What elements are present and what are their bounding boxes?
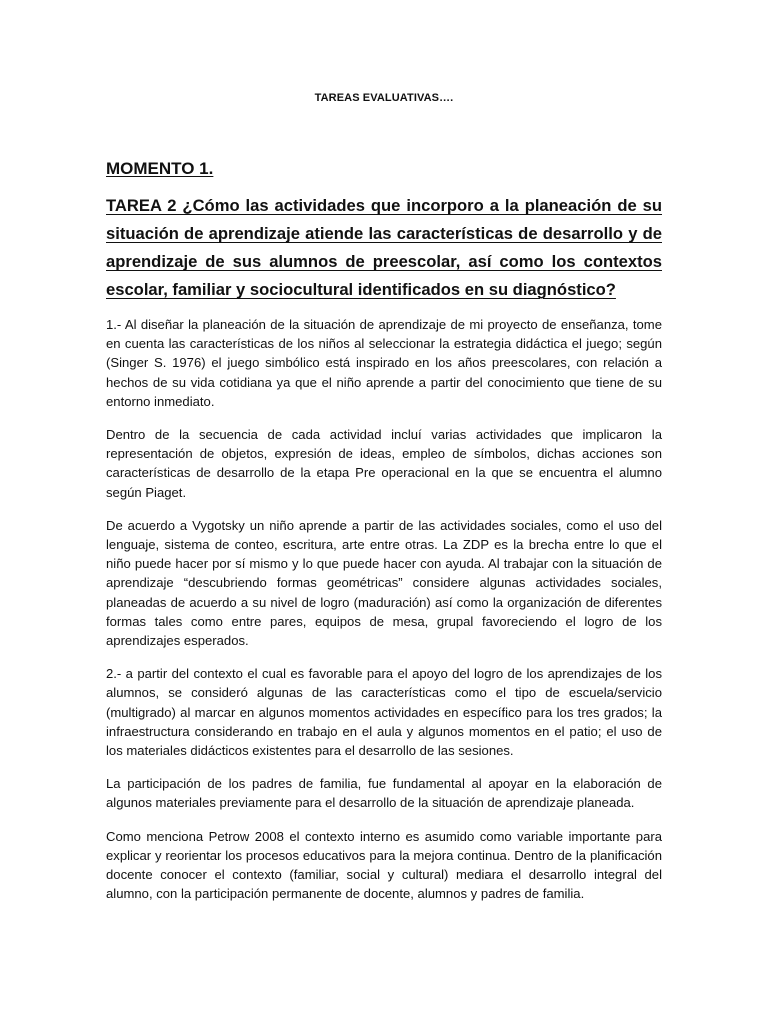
paragraph-1: 1.- Al diseñar la planeación de la situación de aprendizaje de mi proyecto de enseñanza, tome en cuenta las características de los niños al seleccionar la estrategia didáctica el juego; según (Singer S. 1976) el juego simbólico está inspirado en los años preescolares, con relación a hechos de su vida cotidiana ya que el niño aprende a partir del conocimiento que tiene de su entorno inmediato. [106,317,662,409]
document-header: TAREAS EVALUATIVAS…. [314,92,454,104]
paragraph-5: La participación de los padres de familia, fue fundamental al apoyar en la elaboración de algunos materiales previamente para el desarrollo de la situación de aprendizaje planeada. [106,776,662,811]
body-text [106,315,662,903]
momento-heading: MOMENTO 1. [106,159,214,178]
paragraph-4: 2.- a partir del contexto el cual es favorable para el apoyo del logro de los aprendizajes de los alumnos, se consideró algunas de las características como el tipo de escuela/servicio (multigrado) al marcar en algunos momentos actividades en específico para los tres grados; la infraestructura considerando en trabajo en el aula y algunos momentos en el patio; el uso de los materiales didácticos existentes para el desarrollo de las sesiones. [106,666,662,759]
paragraph-6: Como menciona Petrow 2008 el contexto interno es asumido como variable importante para explicar y reorientar los procesos educativos para la mejora continua. Dentro de la planificación docente conocer el contexto (familiar, social y cultural) mediara el desarrollo integral del alumno, con la participación permanente de docente, alumnos y padres de familia. [106,828,662,902]
paragraph-2: Dentro de la secuencia de cada actividad incluí varias actividades que implicaron la representación de objetos, expresión de ideas, empleo de símbolos, dichas acciones son características de desarrollo de la etapa Pre operacional en la que se encuentra el alumno según Piaget. [106,427,662,500]
paragraph-3: De acuerdo a Vygotsky un niño aprende a partir de las actividades sociales, como el uso del lenguaje, sistema de conteo, escritura, arte entre otras. La ZDP es la brecha entre lo que el niño puede hacer por sí mismo y lo que puede hacer con ayuda. Al trabajar con la situación de aprendizaje “descubriendo formas geométricas” considere algunas actividades sociales, planeadas de acuerdo a su nivel de logro (maduración) así como la organización de diferentes formas tales como entre pares, equipos de mesa, grupal favoreciendo el logro de los aprendizajes esperados. [106,517,662,649]
task-question-heading: TAREA 2 ¿Cómo las actividades que incorporo a la planeación de su situación de aprendizaje atiende las características de desarrollo y de aprendizaje de sus alumnos de preescolar, así como los contextos escolar, familiar y sociocultural identificados en su diagnóstico? [106,196,662,299]
